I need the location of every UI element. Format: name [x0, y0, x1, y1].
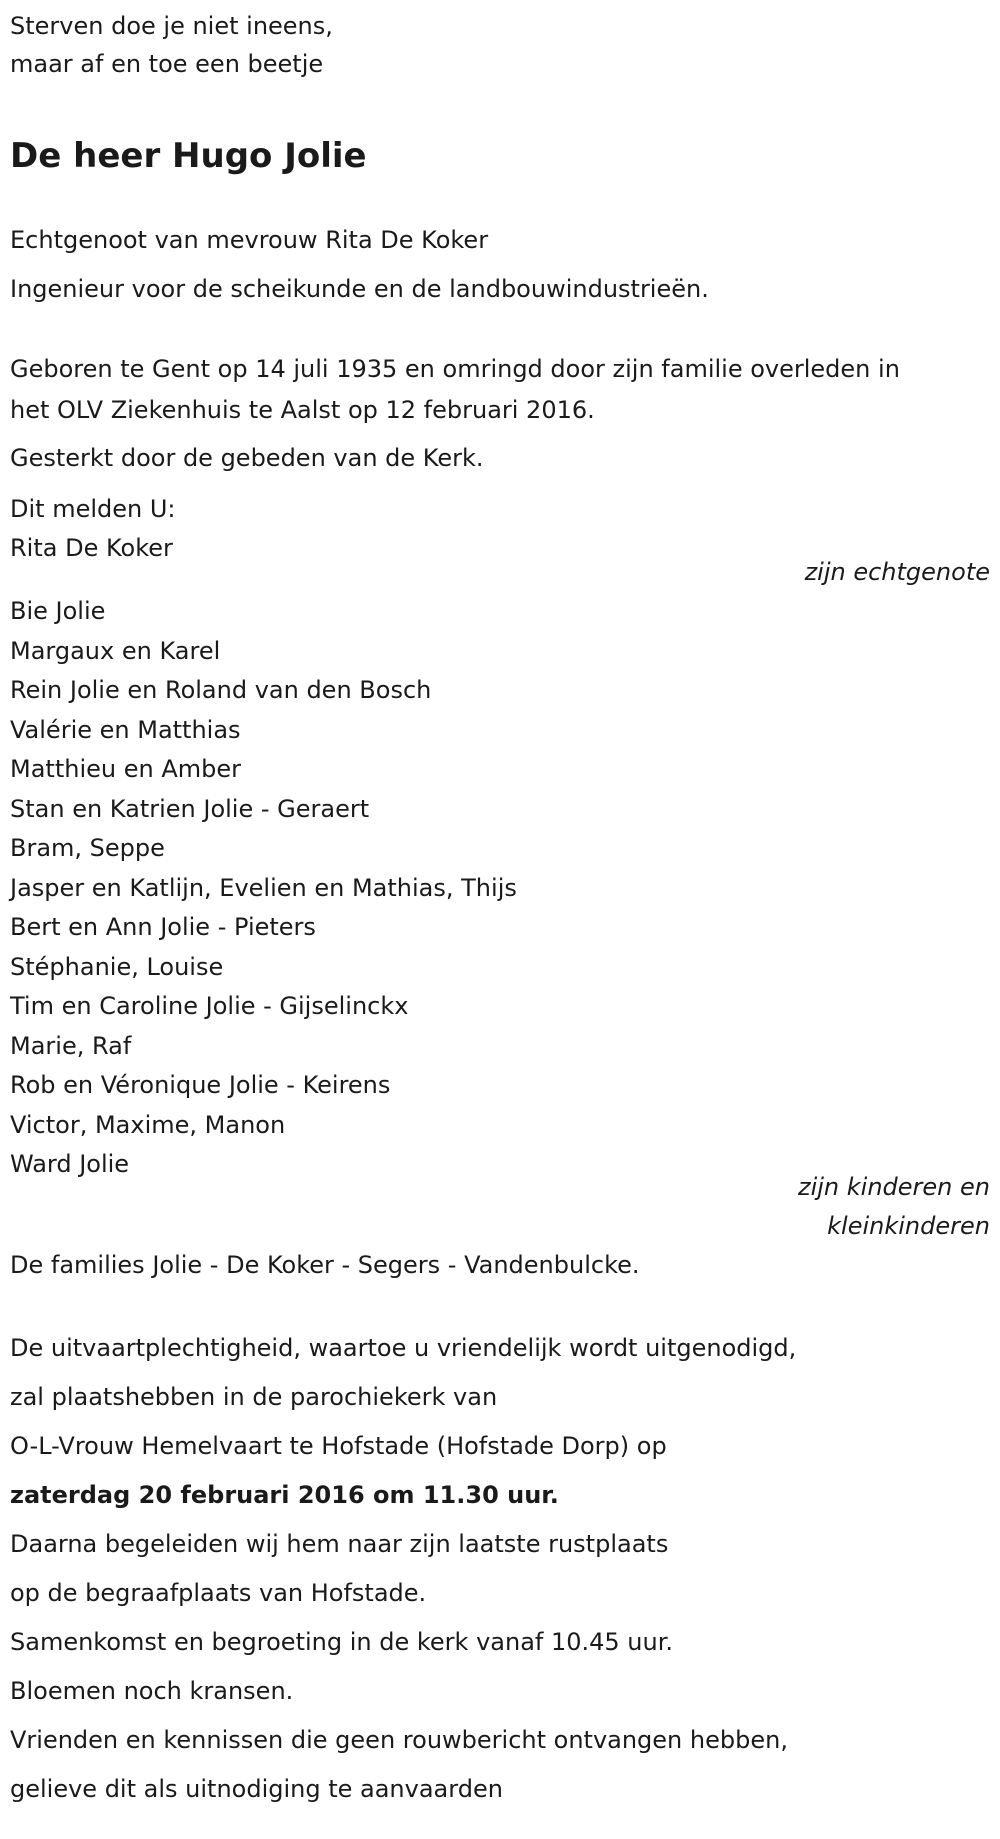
intro-line-1: Echtgenoot van mevrouw Rita De Koker — [10, 226, 489, 254]
spouse-role: zijn echtgenote — [804, 558, 990, 586]
families-line: De families Jolie - De Koker - Segers - Vandenbulcke. — [10, 1251, 640, 1279]
children-role-line-2: kleinkinderen — [827, 1212, 990, 1240]
after-line-3: Samenkomst en begroeting in de kerk vanaf 10.45 uur. — [10, 1628, 674, 1656]
child-line: Rob en Véronique Jolie - Keirens — [10, 1071, 391, 1099]
after-line-1: Daarna begeleiden wij hem naar zijn laatste rustplaats — [10, 1530, 669, 1558]
after-line-4: Bloemen noch kransen. — [10, 1677, 294, 1705]
motto-line-2: maar af en toe een beetje — [10, 50, 324, 78]
child-line: Valérie en Matthias — [10, 716, 241, 744]
child-line: Stan en Katrien Jolie - Geraert — [10, 795, 370, 823]
after-line-2: op de begraafplaats van Hofstade. — [10, 1579, 427, 1607]
child-line: Tim en Caroline Jolie - Gijselinckx — [10, 992, 409, 1020]
child-line: Rein Jolie en Roland van den Bosch — [10, 676, 432, 704]
child-line: Ward Jolie — [10, 1150, 130, 1178]
child-line: Margaux en Karel — [10, 637, 221, 665]
deceased-name: De heer Hugo Jolie — [10, 136, 367, 176]
children-role-line-1: zijn kinderen en — [798, 1173, 990, 1201]
spouse-name: Rita De Koker — [10, 534, 173, 562]
ceremony-date: zaterdag 20 februari 2016 om 11.30 uur. — [10, 1481, 559, 1509]
birth-line-1: Geboren te Gent op 14 juli 1935 en omringd door zijn familie overleden in — [10, 355, 900, 383]
child-line: Bie Jolie — [10, 597, 106, 625]
child-line: Stéphanie, Louise — [10, 953, 224, 981]
child-line: Bert en Ann Jolie - Pieters — [10, 913, 316, 941]
ceremony-line-3: O-L-Vrouw Hemelvaart te Hofstade (Hofstade Dorp) op — [10, 1432, 667, 1460]
intro-line-2: Ingenieur voor de scheikunde en de landbouwindustrieën. — [10, 275, 709, 303]
church-line: Gesterkt door de gebeden van de Kerk. — [10, 444, 484, 472]
child-line: Marie, Raf — [10, 1032, 132, 1060]
after-line-6: gelieve dit als uitnodiging te aanvaarden — [10, 1775, 503, 1803]
birth-line-2: het OLV Ziekenhuis te Aalst op 12 februari 2016. — [10, 396, 595, 424]
after-line-5: Vrienden en kennissen die geen rouwbericht ontvangen hebben, — [10, 1726, 788, 1754]
announce-line: Dit melden U: — [10, 495, 176, 523]
child-line: Matthieu en Amber — [10, 755, 241, 783]
ceremony-line-2: zal plaatshebben in de parochiekerk van — [10, 1383, 498, 1411]
motto-line-1: Sterven doe je niet ineens, — [10, 12, 333, 40]
ceremony-line-1: De uitvaartplechtigheid, waartoe u vriendelijk wordt uitgenodigd, — [10, 1334, 797, 1362]
child-line: Jasper en Katlijn, Evelien en Mathias, Thijs — [10, 874, 517, 902]
child-line: Bram, Seppe — [10, 834, 165, 862]
child-line: Victor, Maxime, Manon — [10, 1111, 286, 1139]
